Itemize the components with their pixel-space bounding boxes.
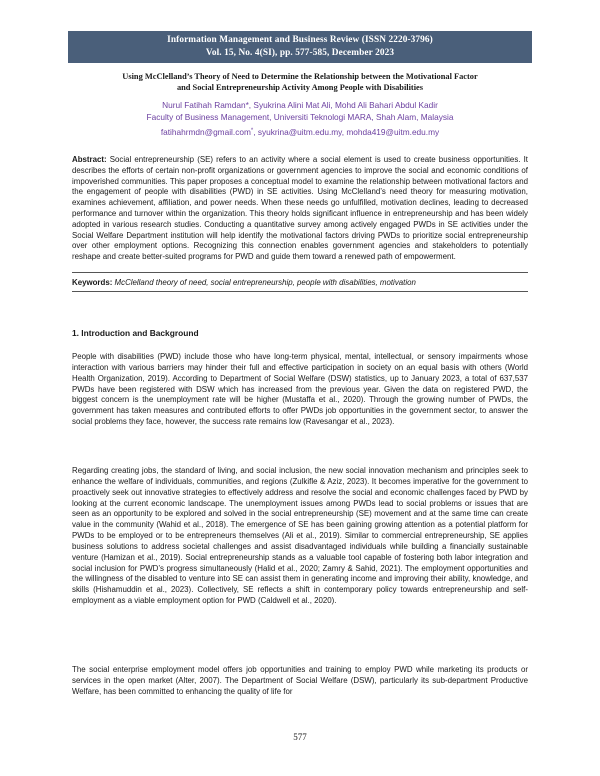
paper-title-line-2: and Social Entrepreneurship Activity Among People with Disabilities [176,83,424,93]
keywords-bottom-divider [72,291,528,292]
corresponding-author-mark: * [250,128,254,135]
body-paragraph-1: People with disabilities (PWD) include those who have long-term physical, mental, intellectual, or sensory impairments whose interaction with various barriers may hinder their full and effective participation in society on an equal basis with others (World Health Organization, 2019). According to Department of Social Welfare (DSW) statistics, up to January 2023, a total of 637,537 PWDs have been registered with DSW which has increased from the previous year. Given the data on registered PWD, the biggest concern is the unemployment rate will be higher (Mustaffa et al., 2020). Through the growing number of PWDs, the government has taken measures and contributed efforts to offer PWDs job opportunities in the government sector, to answer the social problems they face, however, the success rate remains low (Ravesangar et al., 2023). [72,352,528,427]
author-emails [76,127,524,139]
keywords-top-divider [72,272,528,273]
email-others[interactable]: , syukrina@uitm.edu.my, mohda419@uitm.edu.my [253,127,440,138]
journal-header-banner [68,31,532,63]
keywords [72,278,528,289]
paper-title [76,71,524,94]
author-names: Nurul Fatihah Ramdan*, Syukrina Alini Mat Ali, Mohd Ali Bahari Abdul Kadir [162,100,438,110]
author-affiliation: Faculty of Business Management, Universiti Teknologi MARA, Shah Alam, Malaysia [146,111,454,122]
abstract-text: Social entrepreneurship (SE) refers to an activity where a social element is used to create business opportunities. It describes the efforts of certain non-profit organizations or government agencies to improve the social and economic conditions of impoverished communities. This paper proposes a conceptual model to examine the relationship between motivational factors and the engagement of people with disabilities (PWD) in SE activities. Using McClelland’s need theory for measuring motivation, examines achievement, affiliation, and power needs. When these needs go unfulfilled, motivation declines, leading to decreased performance and turnover within the organization. This theory holds significant influence in entrepreneurship and has been widely adopted in various research studies. Conducting a quantitative survey among actively engaged PWDs in SE activities under the Social Welfare Department institution will help identify the motivational factors driving PWDs to prioritize social entrepreneurship over other employment options. Recognizing this connection enables government agencies and stakeholders to potentially reshape and create better-suited programs for PWD and guide them toward a renewed path of empowerment. [72,155,528,262]
abstract [72,155,528,263]
section-heading-introduction: 1. Introduction and Background [72,328,199,338]
keywords-text: McClelland theory of need, social entrepreneurship, people with disabilities, motivation [114,278,416,287]
body-paragraph-3: The social enterprise employment model offers job opportunities and training to employ PWD while marketing its products or services in the open market (Alter, 2007). The Department of Social Welfare (DSW), particularly its sub-department Productive Welfare, has been committed to enhancing the quality of life for [72,665,528,696]
body-paragraph-2: Regarding creating jobs, the standard of living, and social inclusion, the new social innovation mechanism and principles seek to enhance the welfare of individuals, communities, and regions (Zulkifle & Aziz, 2023). It becomes imperative for the government to proactively seek out innovative strategies to effectively address and resolve the social and economic challenges faced by PWD by looking at the current economic landscape. The unemployment issues among PWDs lead to social problems or issues that are seen as an opportunity to be explored and solved in the social entrepreneurship (SE) movement and at the same time can create value in the community (Wahid et al., 2018). The emergence of SE has been gaining growing attention as a potential platform for PWDs to be employed or to be entrepreneurs themselves (Ali et al., 2019). Similar to commercial entrepreneurship, SE applies business solutions to address societal challenges and assist disadvantaged individuals while building a financially sustainable venture (Hamizan et al., 2019). Social entrepreneurship stands as a valuable tool capable of fostering both labor integration and social inclusion for PWD’s progress simultaneously (Halid et al., 2020; Zamry & Sahid, 2021). The employment opportunities and the willingness of the disabled to venture into SE can assist them in generating income and improving their ability, knowledge, and skills (Hishamuddin et al., 2023). Collectively, SE reflects a shift in contemporary policy towards entrepreneurship and self-employment as a viable employment option for PWD (Caldwell et al., 2020). [72,466,528,606]
journal-name: Information Management and Business Review (ISSN 2220-3796) [167,35,433,45]
keywords-label: Keywords: [72,278,113,287]
journal-volume-info: Vol. 15, No. 4(SI), pp. 577-585, December 2023 [205,48,395,58]
authors-block [76,100,524,139]
page-number: 577 [293,732,307,742]
paper-title-line-1: Using McClelland’s Theory of Need to Determine the Relationship between the Motivational Factor [122,72,478,81]
abstract-label: Abstract: [72,155,107,164]
email-primary[interactable]: fatihahrmdn@gmail.com [160,127,251,138]
